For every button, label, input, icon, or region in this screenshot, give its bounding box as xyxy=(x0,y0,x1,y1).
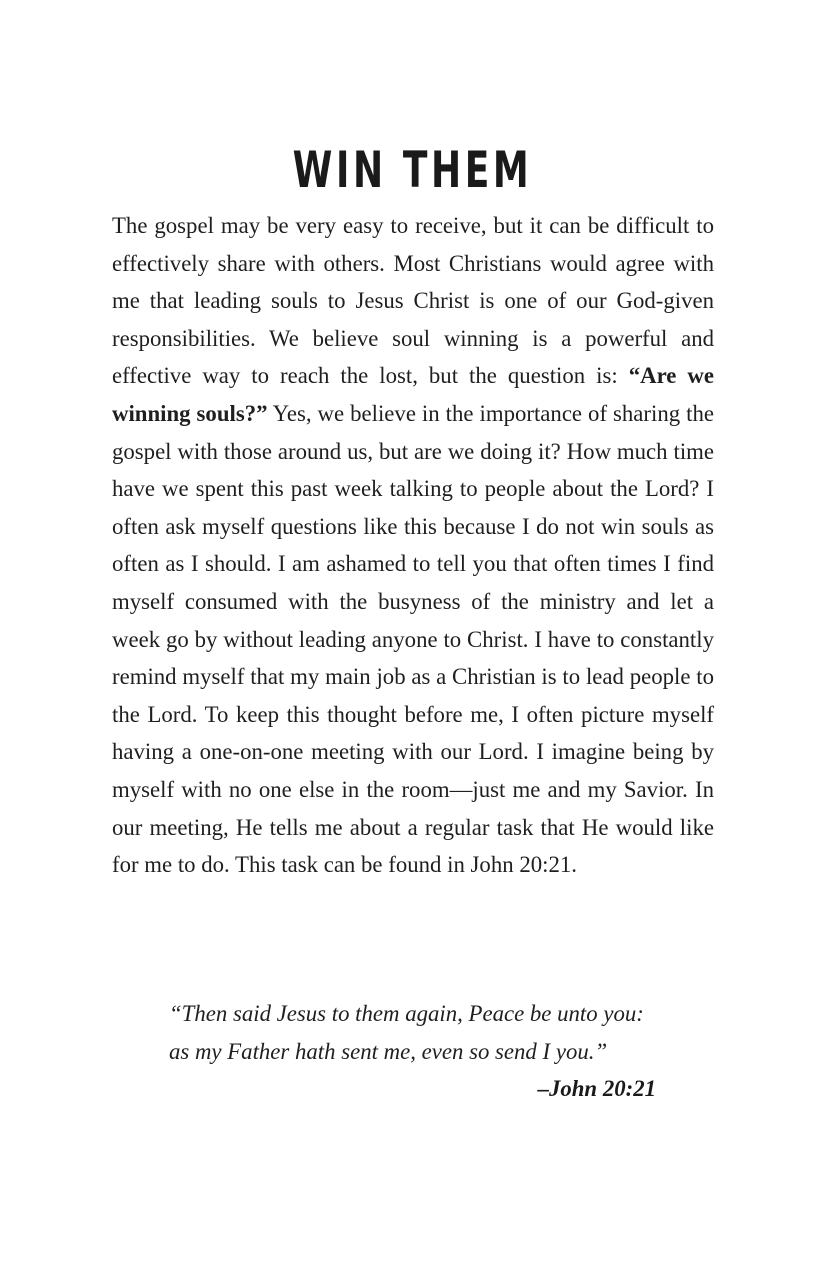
body-text-after-bold: Yes, we believe in the importance of sharing the gospel with those around us, but are we doing it? How much time have we spent this past week talking to people about the Lord? I often ask myself questions like this because I do not win souls as often as I should. I am ashamed to tell you that often times I find myself consumed with the busyness of the ministry and let a week go by without leading anyone to Christ. I have to constantly remind myself that my main job as a Christian is to lead people to the Lord. To keep this thought before me, I often picture myself having a one-on-one meeting with our Lord. I imagine being by myself with no one else in the room—just me and my Savior. In our meeting, He tells me about a regular task that He would like for me to do. This task can be found in John 20:21. xyxy=(112,400,714,878)
scripture-citation: –John 20:21 xyxy=(537,1076,656,1101)
scripture-quote xyxy=(169,995,659,1070)
quote-line-1: “Then said Jesus to them again, Peace be unto you: xyxy=(169,1001,644,1026)
body-text-before-bold: The gospel may be very easy to receive, but it can be difficult to effectively share with others. Most Christians would agree with me that leading souls to Jesus Christ is one of our God-given responsibilities. We believe soul winning is a powerful and effective way to reach the lost, but the question is: xyxy=(112,213,714,389)
body-text-bold-question: “Are we winning souls?” xyxy=(112,363,714,426)
chapter-title: WIN THEM xyxy=(292,140,533,199)
body-paragraph xyxy=(112,207,714,884)
quote-line-2: as my Father hath sent me, even so send I you.” xyxy=(169,1038,608,1064)
